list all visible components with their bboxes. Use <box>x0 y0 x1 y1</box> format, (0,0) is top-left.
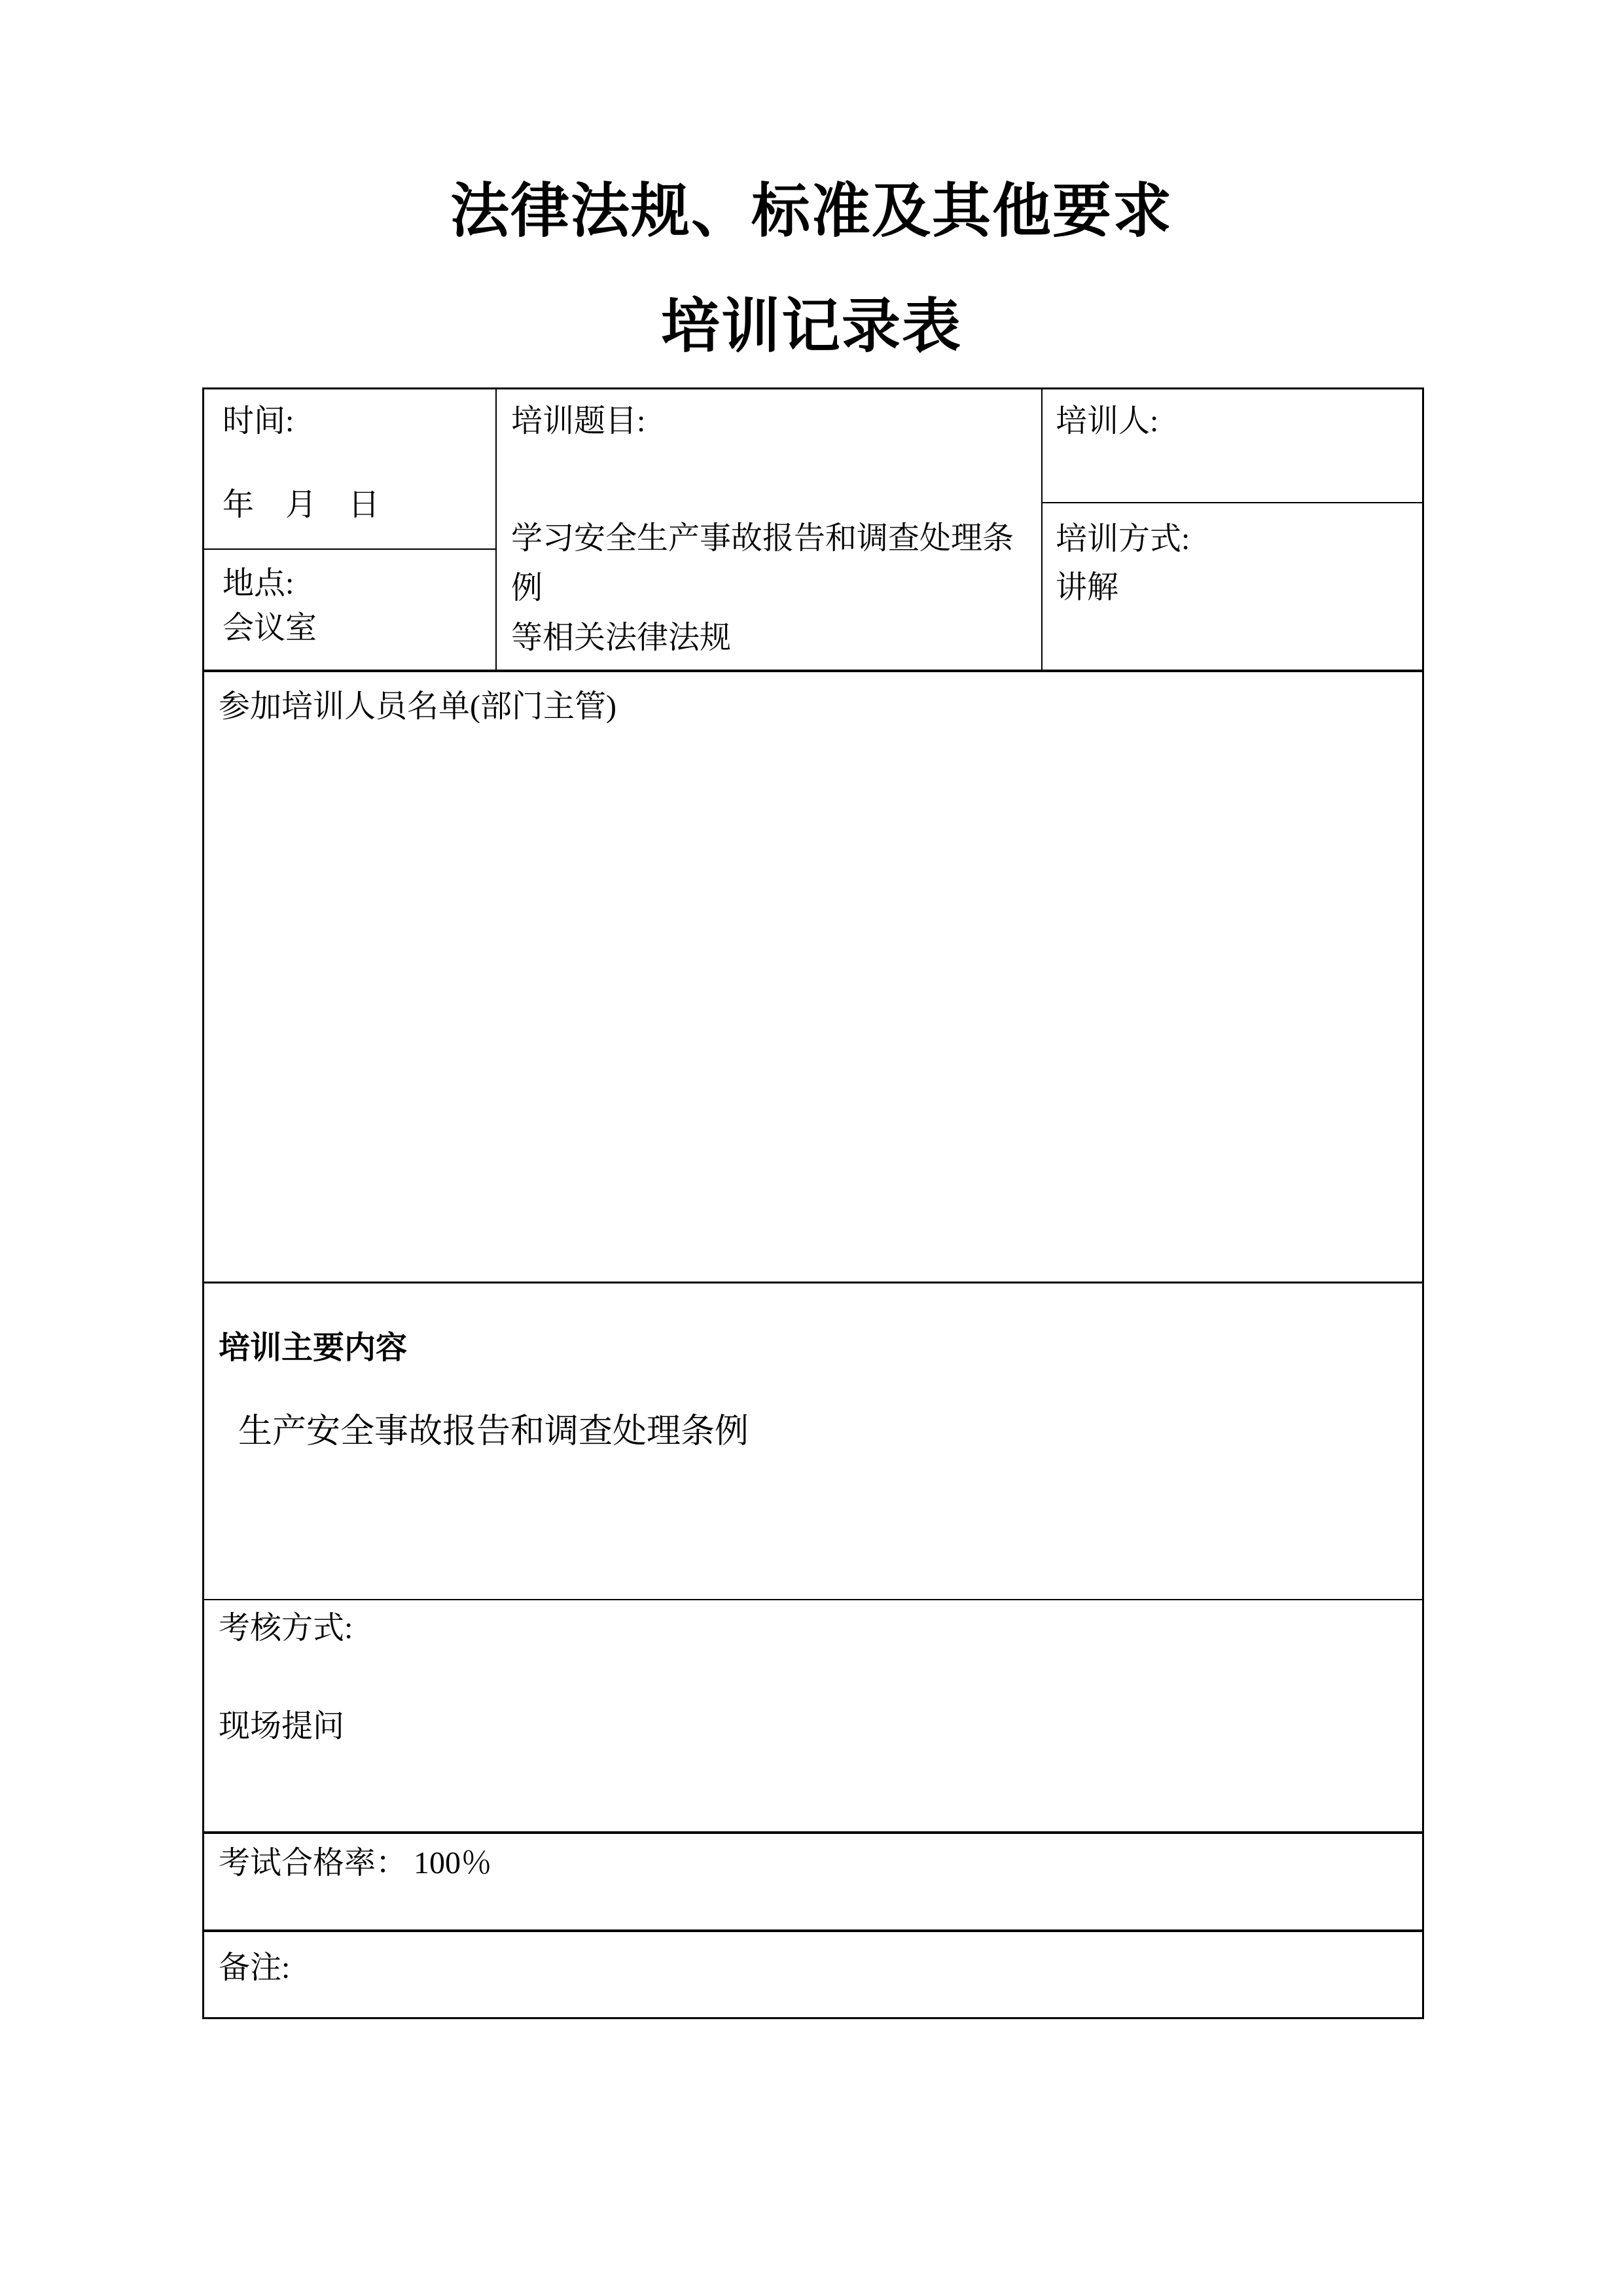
cell-pass-rate <box>204 1834 1422 1929</box>
cell-assessment <box>204 1600 1422 1831</box>
document-title <box>0 178 1623 361</box>
cell-remarks <box>204 1932 1422 2017</box>
row-pass-rate <box>204 1831 1422 1929</box>
row-header <box>204 389 1422 670</box>
row-content <box>204 1282 1422 1599</box>
title-line-2: 培训记录表 <box>661 295 962 359</box>
topic-label: 培训题目: <box>511 404 646 439</box>
pass-rate-value: 100％ <box>414 1846 493 1880</box>
row-participants <box>204 670 1422 1282</box>
remarks-label: 备注: <box>219 1950 291 1985</box>
location-value: 会议室 <box>223 611 317 645</box>
column-topic <box>497 389 1043 670</box>
row-remarks <box>204 1929 1422 2017</box>
time-label: 时间: <box>223 404 294 439</box>
cell-method <box>1043 503 1422 670</box>
column-time-location <box>204 389 497 670</box>
topic-value-line-2: 等相关法律法规 <box>511 620 732 655</box>
assessment-label: 考核方式: <box>219 1611 353 1645</box>
cell-participants <box>204 672 1422 1282</box>
participants-label: 参加培训人员名单(部门主管) <box>219 689 616 724</box>
method-label: 培训方式: <box>1056 522 1190 556</box>
column-trainer-method <box>1043 389 1422 670</box>
title-line-1: 法律法规、标准及其他要求 <box>450 179 1173 244</box>
cell-time <box>204 389 495 550</box>
assessment-value: 现场提问 <box>219 1709 345 1744</box>
location-label: 地点: <box>223 566 294 601</box>
method-value: 讲解 <box>1056 570 1119 605</box>
topic-value <box>511 514 1027 663</box>
content-label: 培训主要内容 <box>219 1331 408 1365</box>
cell-trainer <box>1043 389 1422 503</box>
topic-value-line-1: 学习安全生产事故报告和调查处理条例 <box>511 521 1014 605</box>
pass-rate-label: 考试合格率： <box>219 1846 408 1880</box>
trainer-label: 培训人: <box>1056 404 1159 439</box>
cell-content <box>204 1283 1422 1599</box>
content-value: 生产安全事故报告和调查处理条例 <box>238 1413 749 1450</box>
time-value: 年 月 日 <box>223 488 380 522</box>
cell-location <box>204 550 495 670</box>
row-assessment <box>204 1599 1422 1831</box>
training-record-table <box>202 387 1424 2019</box>
cell-topic <box>497 389 1041 670</box>
